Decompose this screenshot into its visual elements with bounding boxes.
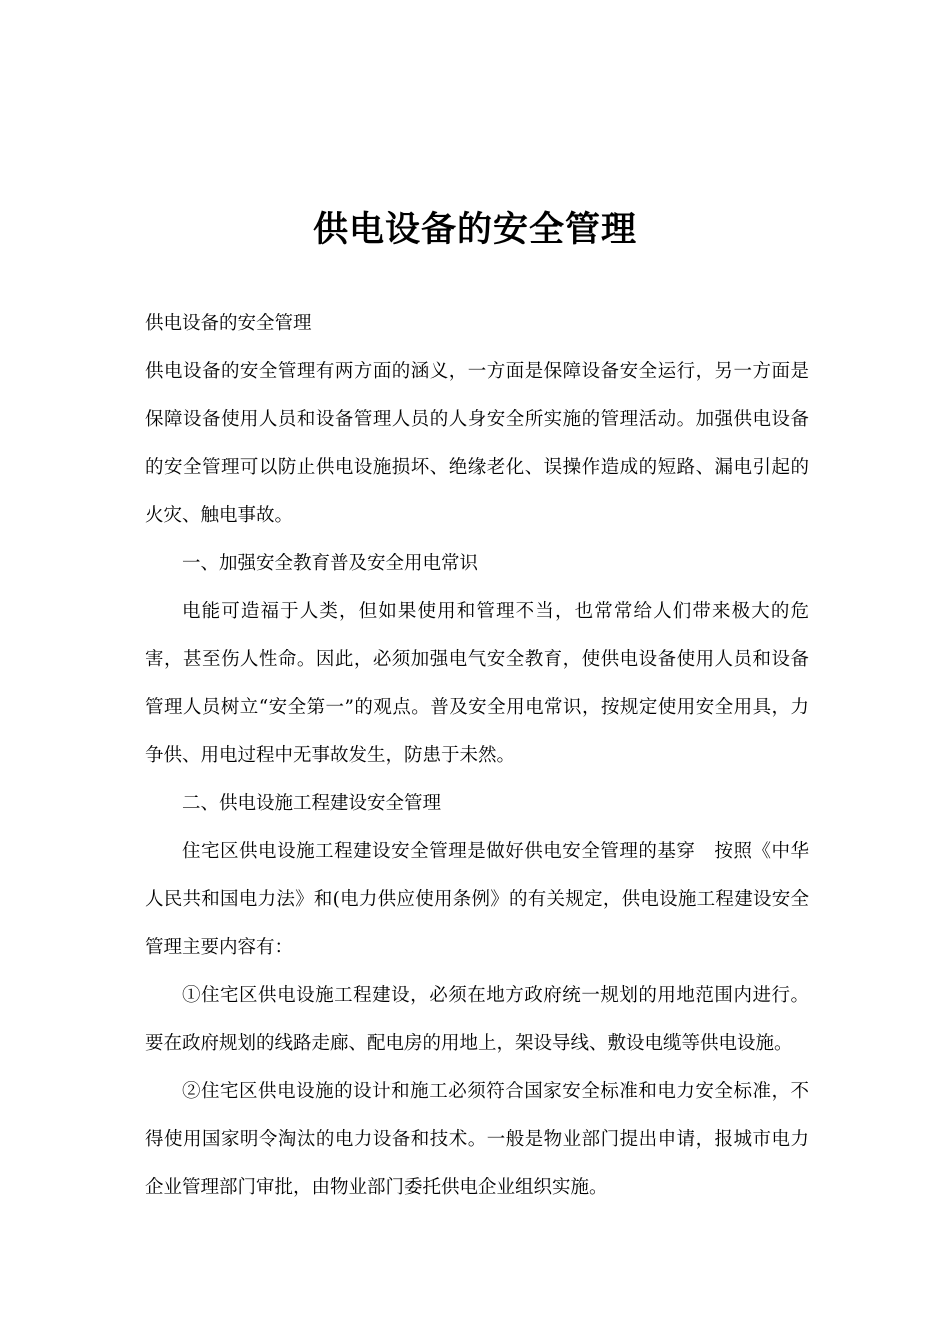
document-body <box>145 300 809 1212</box>
section-heading-2: 二、供电设施工程建设安全管理 <box>182 793 442 814</box>
paragraph-intro: 供电设备的安全管理有两方面的涵义，一方面是保障设备安全运行，另一方面是保障设备使用人员和设备管理人员的人身安全所实施的管理活动。加强供电设备的安全管理可以防止供电设施损坏、绝缘老化、误操作造成的短路、漏电引起的火灾、触电事故。 <box>145 361 809 526</box>
document-title: 供电设备的安全管理 <box>312 209 637 250</box>
section-heading-1: 一、加强安全教育普及安全用电常识 <box>182 553 479 574</box>
list-item-1: ①住宅区供电设施工程建设，必须在地方政府统一规划的用地范围内进行。要在政府规划的线路走廊、配电房的用地上，架设导线、敷设电缆等供电设施。 <box>145 985 809 1054</box>
paragraph-subtitle: 供电设备的安全管理 <box>145 313 312 334</box>
list-item-2: ②住宅区供电设施的设计和施工必须符合国家安全标准和电力安全标准，不得使用国家明令淘汰的电力设备和技术。一般是物业部门提出申请，报城市电力企业管理部门审批，由物业部门委托供电企业组织实施。 <box>145 1081 809 1198</box>
paragraph-section-1: 电能可造福于人类，但如果使用和管理不当，也常常给人们带来极大的危害，甚至伤人性命。因此，必须加强电气安全教育，使供电设备使用人员和设备管理人员树立“安全第一”的观点。普及安全用电常识，按规定使用安全用具，力争供、用电过程中无事故发生，防患于未然。 <box>145 601 809 766</box>
paragraph-section-2: 住宅区供电设施工程建设安全管理是做好供电安全管理的基穿 按照《中华人民共和国电力法》和(电力供应使用条例》的有关规定，供电设施工程建设安全管理主要内容有： <box>145 841 809 958</box>
